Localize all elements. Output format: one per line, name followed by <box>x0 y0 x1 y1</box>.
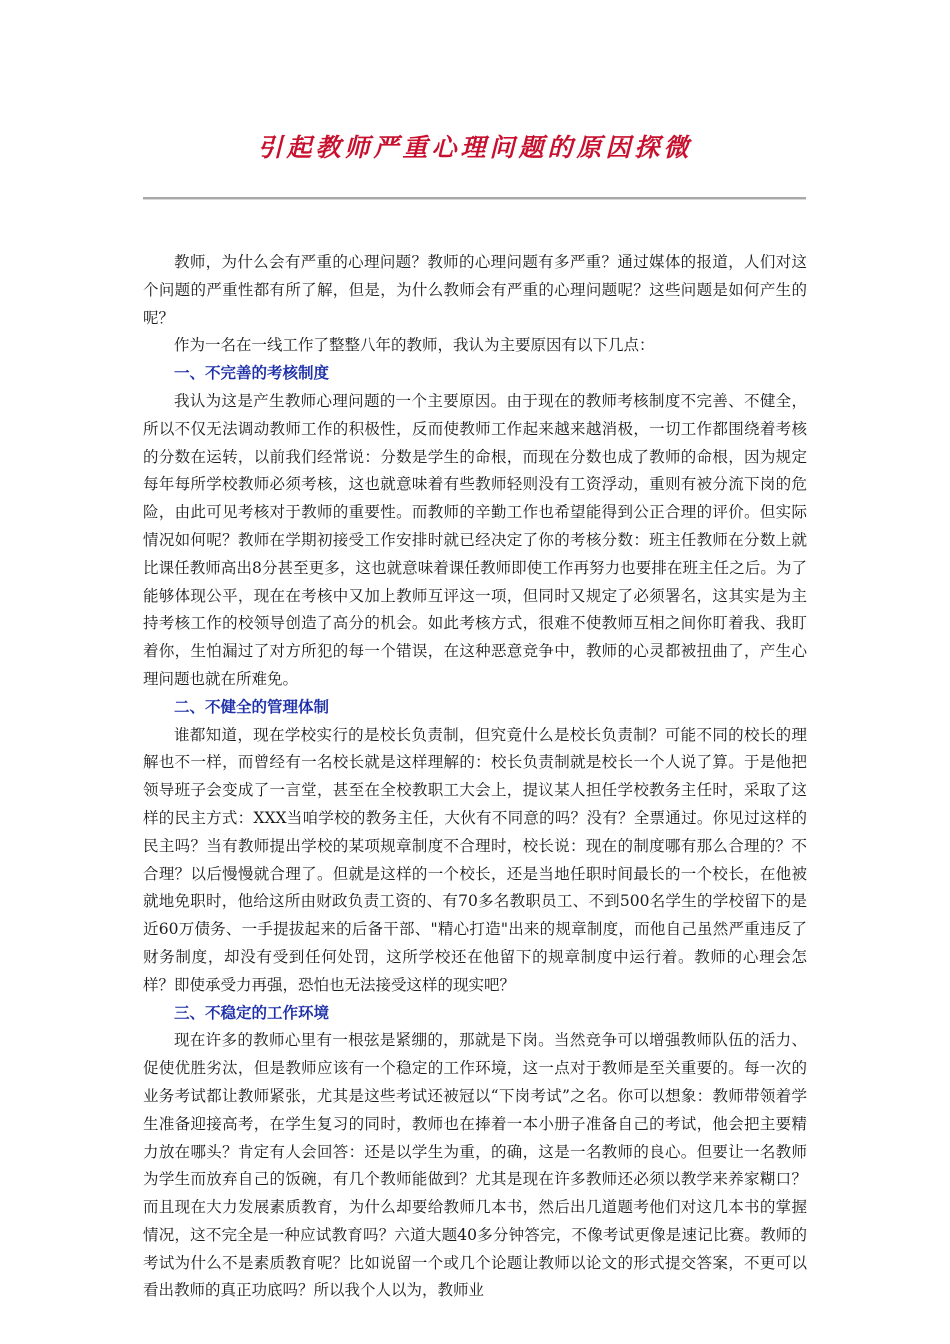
intro-paragraph-1: 教师，为什么会有严重的心理问题？教师的心理问题有多严重？通过媒体的报道，人们对这个问题的严重性都有所了解，但是，为什么教师会有严重的心理问题呢？这些问题是如何产生的呢？ <box>143 253 807 327</box>
page-title: 引起教师严重心理问题的原因探微 <box>257 133 693 162</box>
section-body-2: 谁都知道，现在学校实行的是校长负责制，但究竟什么是校长负责制？可能不同的校长的理解也不一样，而曾经有一名校长就是这样理解的：校长负责制就是校长一个人说了算。于是他把领导班子会变成了一言堂，甚至在全校教职工大会上，提议某人担任学校教务主任时，采取了这样的民主方式：XXX当咱学校的教务主任，大伙有不同意的吗？没有？全票通过。你见过这样的民主吗？当有教师提出学校的某项规章制度不合理时，校长说：现在的制度哪有那么合理的？不合理？以后慢慢就合理了。但就是这样的一个校长，还是当地任职时间最长的一个校长，在他被就地免职时，他给这所由财政负责工资的、有70多名教职员工、不到500名学生的学校留下的是近60万债务、一手提拔起来的后备干部、"精心打造"出来的规章制度，而他自己虽然严重违反了财务制度，却没有受到任何处罚，这所学校还在他留下的规章制度中运行着。教师的心理会怎样？即使承受力再强，恐怕也无法接受这样的现实吧？ <box>143 725 807 994</box>
section-heading-1: 一、不完善的考核制度 <box>174 364 330 383</box>
section-body-1: 我认为这是产生教师心理问题的一个主要原因。由于现在的教师考核制度不完善、不健全，所以不仅无法调动教师工作的积极性，反而使教师工作起来越来越消极，一切工作都围绕着考核的分数在运转，以前我们经常说：分数是学生的命根，而现在分数也成了教师的命根，因为规定每年每所学校教师必须考核，这也就意味着有些教师轻则没有工资浮动，重则有被分流下岗的危险，由此可见考核对于教师的重要性。而教师的辛勤工作也希望能得到公正合理的评价。但实际情况如何呢？教师在学期初接受工作安排时就已经决定了你的考核分数：班主任教师在分数上就比课任教师高出8分甚至更多，这也就意味着课任教师即使工作再努力也要排在班主任之后。为了能够体现公平，现在在考核中又加上教师互评这一项，但同时又规定了必须署名，这其实是为主持考核工作的校领导创造了高分的机会。如此考核方式，很难不使教师互相之间你盯着我、我盯着你，生怕漏过了对方所犯的每一个错误，在这种恶意竞争中，教师的心灵都被扭曲了，产生心理问题也就在所难免。 <box>143 391 807 688</box>
section-heading-3: 三、不稳定的工作环境 <box>174 1003 330 1022</box>
article-body <box>143 249 807 1305</box>
intro-paragraph-2: 作为一名在一线工作了整整八年的教师，我认为主要原因有以下几点： <box>174 336 655 355</box>
section-heading-2: 二、不健全的管理体制 <box>174 697 330 716</box>
title-divider <box>143 197 806 200</box>
section-body-3: 现在许多的教师心里有一根弦是紧绷的，那就是下岗。当然竞争可以增强教师队伍的活力、促使优胜劣汰，但是教师应该有一个稳定的工作环境，这一点对于教师是至关重要的。每一次的业务考试都让教师紧张，尤其是这些考试还被冠以“下岗考试”之名。你可以想象：教师带领着学生准备迎接高考，在学生复习的同时，教师也在捧着一本小册子准备自己的考试，他会把主要精力放在哪头？肯定有人会回答：还是以学生为重，的确，这是一名教师的良心。但要让一名教师为学生而放弃自己的饭碗，有几个教师能做到？尤其是现在许多教师还必须以教学来养家糊口？而且现在大力发展素质教育，为什么却要给教师几本书，然后出几道题考他们对这几本书的掌握情况，这不完全是一种应试教育吗？六道大题40多分钟答完，不像考试更像是速记比赛。教师的考试为什么不是素质教育呢？比如说留一个或几个论题让教师以论文的形式提交答案，不更可以看出教师的真正功底吗？所以我个人以为，教师业 <box>143 1031 807 1300</box>
